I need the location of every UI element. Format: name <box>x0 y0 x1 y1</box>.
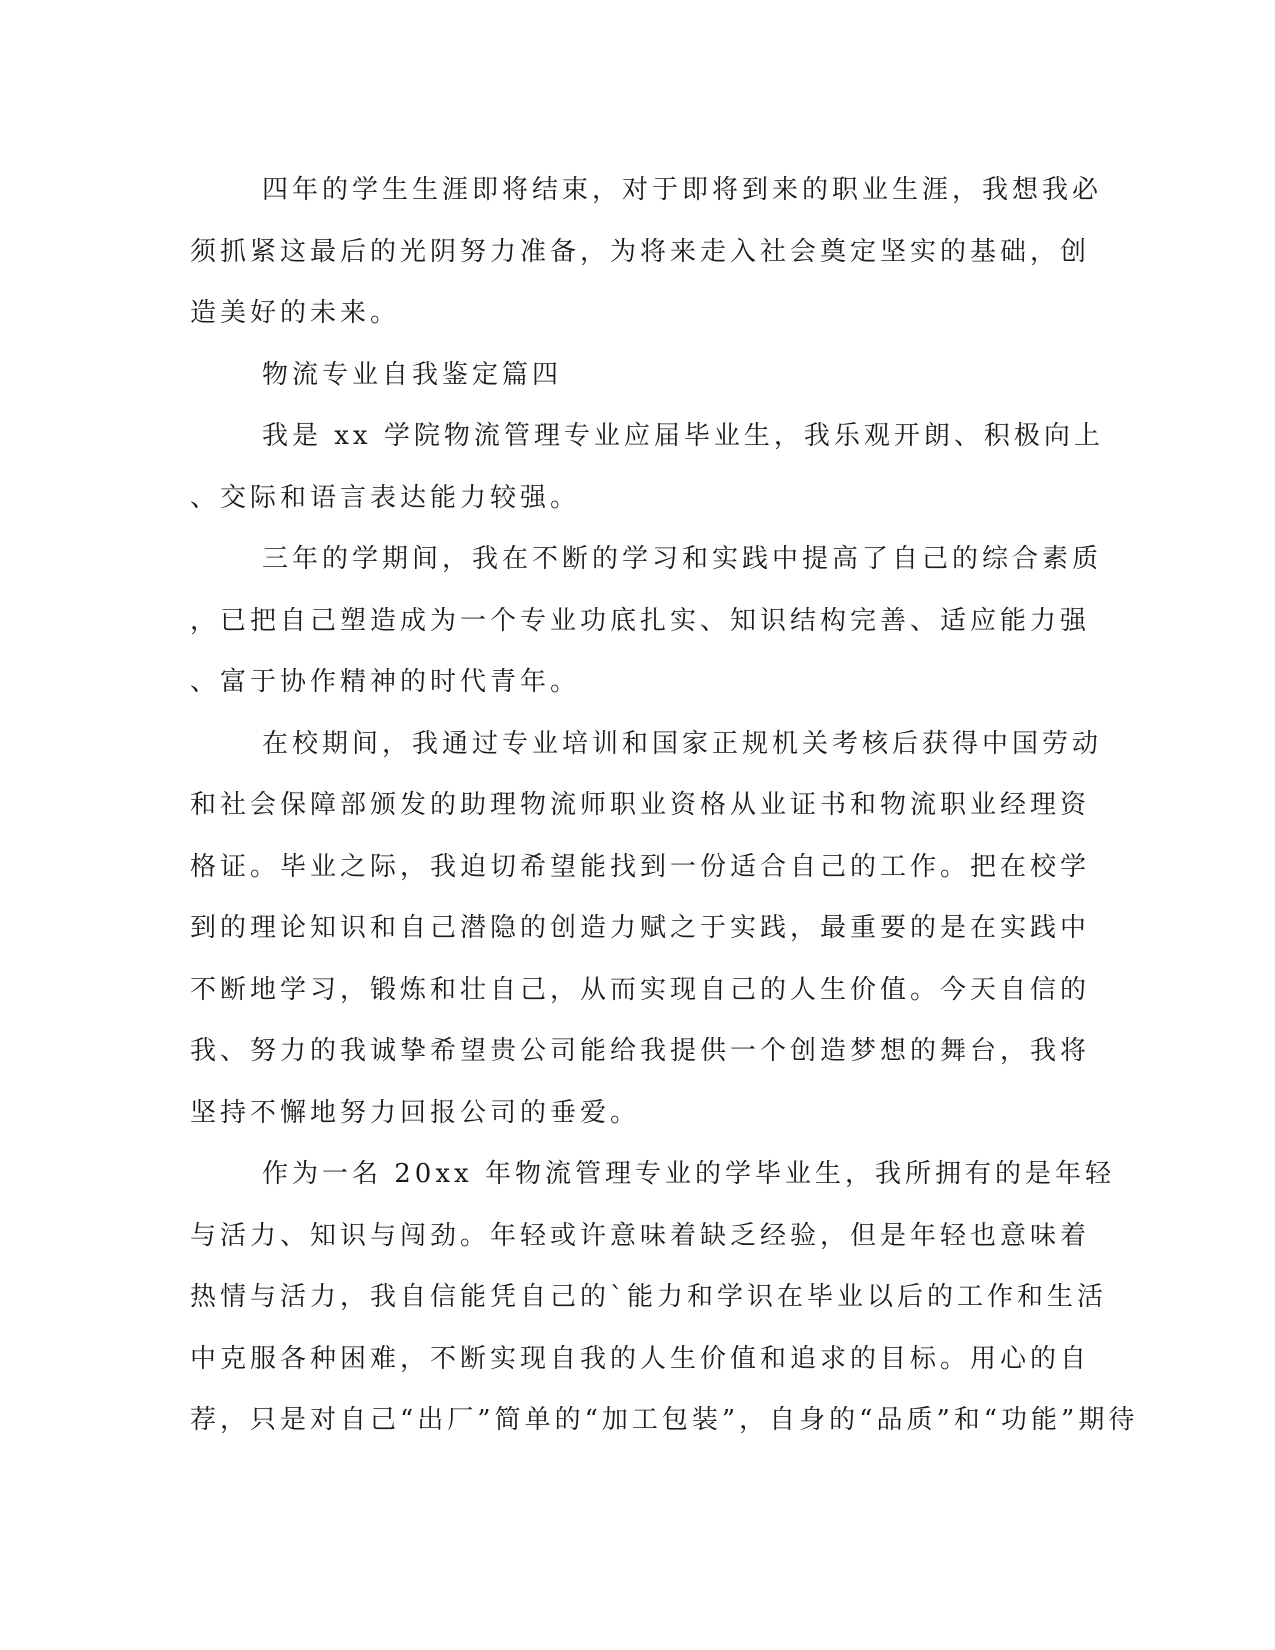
text-line: 须抓紧这最后的光阴努力准备，为将来走入社会奠定坚实的基础，创 <box>190 236 1091 267</box>
text-line: 中克服各种困难，不断实现自我的人生价值和追求的目标。用心的自 <box>190 1343 1091 1374</box>
text-line: 到的理论知识和自己潜隐的创造力赋之于实践，最重要的是在实践中 <box>190 913 1091 943</box>
text-line: 和社会保障部颁发的助理物流师职业资格从业证书和物流职业经理资 <box>190 790 1091 820</box>
text-line: 我是 xx 学院物流管理专业应届毕业生，我乐观开朗、积极向上 <box>262 421 1104 451</box>
text-line: 、交际和语言表达能力较强。 <box>190 482 581 513</box>
section-heading: 物流专业自我鉴定篇四 <box>262 359 563 390</box>
text-line: 不断地学习，锻炼和壮自己，从而实现自己的人生价值。今天自信的 <box>190 974 1091 1005</box>
text-line: 荐，只是对自己“出厂”简单的“加工包装”，自身的“品质”和“功能”期待 <box>190 1405 1139 1435</box>
document-body <box>190 160 1139 1452</box>
text-line: 三年的学期间，我在不断的学习和实践中提高了自己的综合素质 <box>262 544 1103 574</box>
text-line: 造美好的未来。 <box>190 298 401 328</box>
text-line: 热情与活力，我自信能凭自己的`能力和学识在毕业以后的工作和生活 <box>190 1282 1108 1312</box>
text-line: 、富于协作精神的时代青年。 <box>190 667 581 697</box>
text-line: ，已把自己塑造成为一个专业功底扎实、知识结构完善、适应能力强 <box>190 605 1091 636</box>
text-line: 在校期间，我通过专业培训和国家正规机关考核后获得中国劳动 <box>262 728 1103 759</box>
text-line: 我、努力的我诚挚希望贵公司能给我提供一个创造梦想的舞台，我将 <box>190 1036 1091 1066</box>
text-line: 四年的学生生涯即将结束，对于即将到来的职业生涯，我想我必 <box>262 175 1103 205</box>
text-line: 坚持不懈地努力回报公司的垂爱。 <box>190 1097 641 1128</box>
text-line: 与活力、知识与闯劲。年轻或许意味着缺乏经验，但是年轻也意味着 <box>190 1220 1091 1251</box>
text-line: 作为一名 20xx 年物流管理专业的学毕业生，我所拥有的是年轻 <box>262 1159 1115 1189</box>
text-line: 格证。毕业之际，我迫切希望能找到一份适合自己的工作。把在校学 <box>190 851 1091 882</box>
